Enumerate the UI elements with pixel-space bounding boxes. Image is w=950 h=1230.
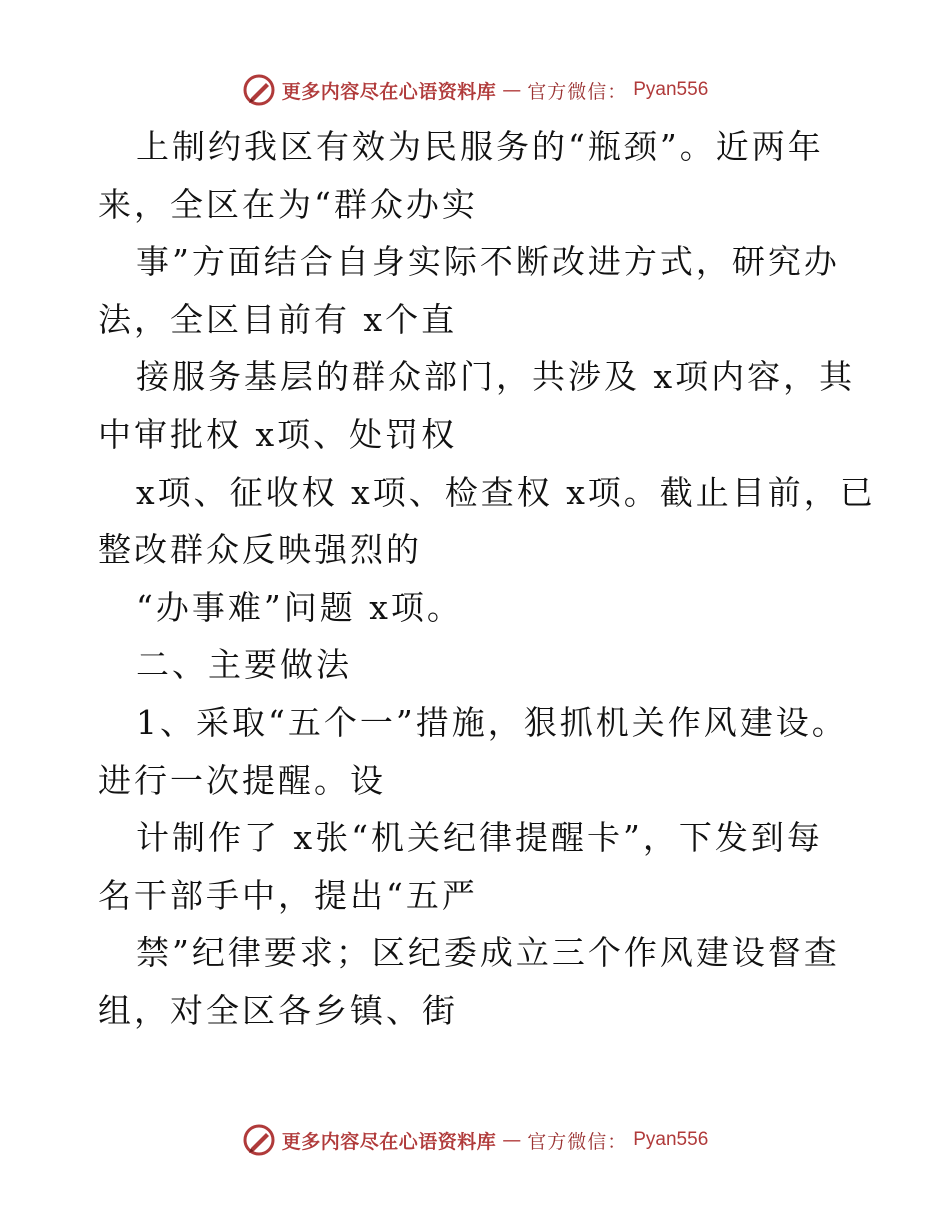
body-line: x项、征收权 x项、检查权 x项。截止目前，已 [136, 472, 876, 512]
body-line: 1、采取“五个一”措施，狠抓机关作风建设。 [136, 702, 848, 742]
watermark-wechat-id: Pyan556 [633, 1129, 709, 1150]
body-line: 上制约我区有效为民服务的“瓶颈”。近两年 [136, 127, 824, 166]
body-line: 禁”纪律要求；区纪委成立三个作风建设督查 [136, 933, 840, 973]
body-line: 组，对全区各乡镇、街 [98, 990, 458, 1030]
pen-logo-icon [242, 73, 276, 107]
watermark-wechat-id: Pyan556 [633, 79, 709, 100]
header-watermark [0, 70, 950, 110]
body-line: 整改群众反映强烈的 [98, 530, 422, 570]
watermark-official-label: 官方微信： [527, 80, 628, 103]
body-line: “办事难”问题 x项。 [136, 587, 463, 627]
footer-watermark [0, 1120, 950, 1160]
watermark-dash: — [502, 79, 522, 101]
watermark-official-label: 官方微信： [527, 1130, 628, 1153]
watermark-dash: — [502, 1129, 522, 1151]
body-line: 事”方面结合自身实际不断改进方式，研究办 [136, 242, 840, 282]
pen-logo-icon [242, 1123, 276, 1157]
body-line: 名干部手中，提出“五严 [98, 875, 478, 915]
body-line: 计制作了 x张“机关纪律提醒卡”，下发到每 [136, 818, 823, 858]
body-line: 进行一次提醒。设 [98, 760, 386, 800]
body-line: 法，全区目前有 x个直 [98, 299, 458, 339]
section-heading: 二、主要做法 [136, 645, 352, 685]
body-line: 中审批权 x项、处罚权 [98, 414, 458, 454]
body-line: 接服务基层的群众部门，共涉及 x项内容，其 [136, 357, 856, 397]
watermark-brand-text: 更多内容尽在心语资料库 [281, 80, 497, 103]
watermark-brand-text: 更多内容尽在心语资料库 [281, 1130, 497, 1153]
body-line: 来，全区在为“群众办实 [98, 184, 478, 224]
document-body [98, 118, 878, 1040]
